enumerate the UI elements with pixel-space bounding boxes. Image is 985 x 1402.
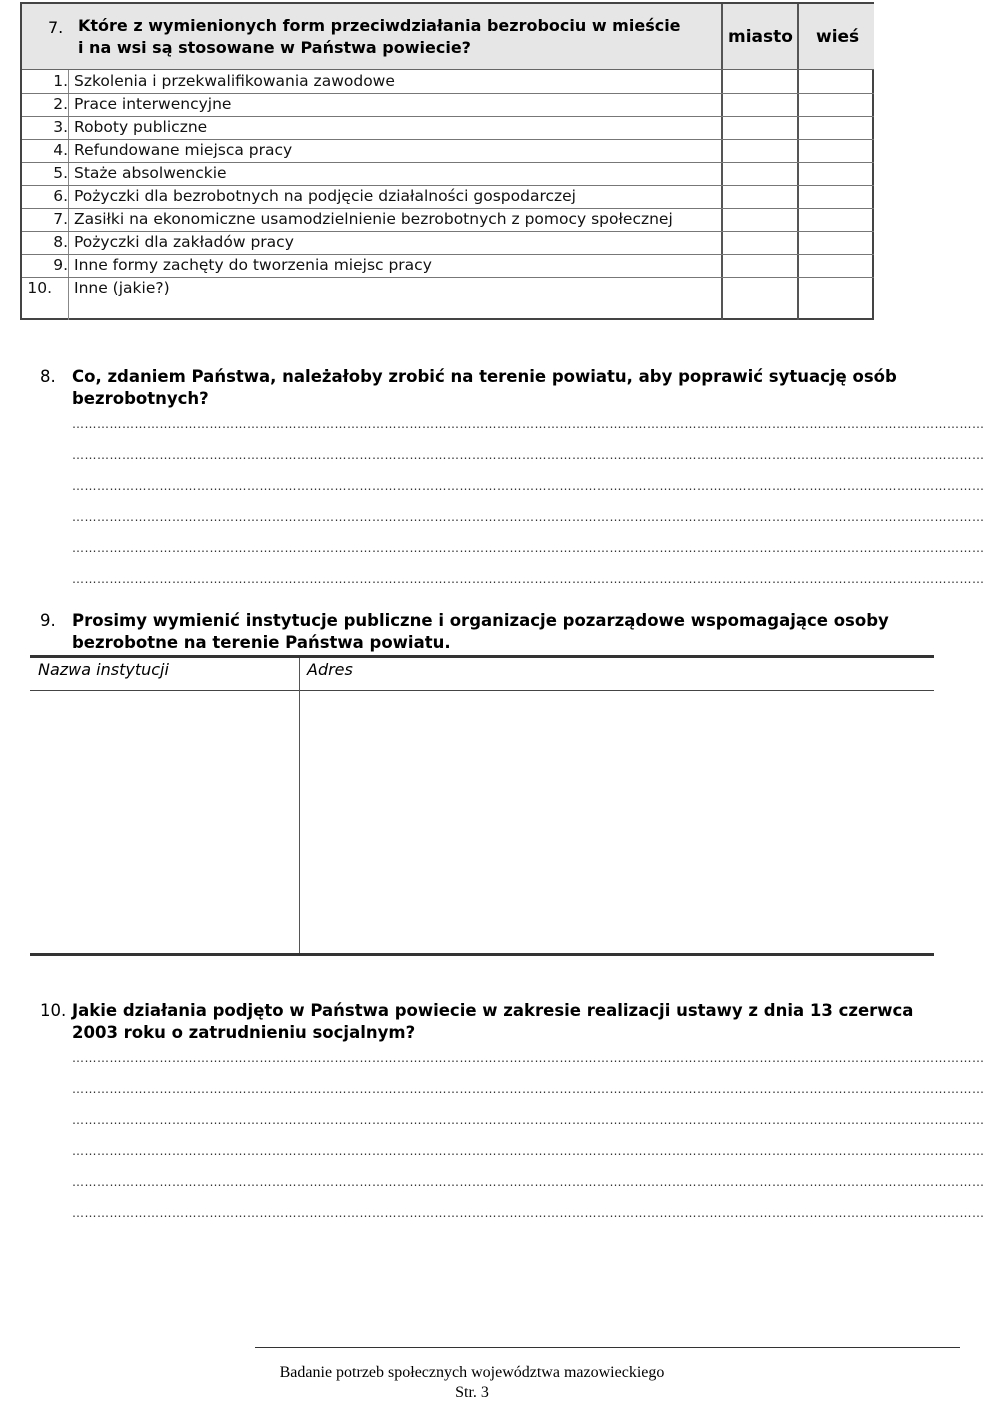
q7-number: 7. [48,18,64,37]
answer-line[interactable]: ………………………………………………………………………………………………………………………………………………………………………………………………… [72,1051,985,1065]
q7-title-line2: i na wsi są stosowane w Państwa powiecie? [78,38,471,57]
institution-name-cell[interactable] [30,692,298,952]
table-top-border [30,655,934,658]
item-label: Prace interwencyjne [74,95,232,113]
item-label: Inne (jakie?) [74,279,170,297]
table-header-divider [30,690,934,691]
num-col-divider [68,69,69,320]
q7-table [20,2,874,320]
q10-question [40,1000,940,1044]
item-label: Refundowane miejsca pracy [74,141,293,159]
item-number: 3. [53,118,68,136]
item-number: 1. [53,72,68,90]
institution-address-cell[interactable] [301,692,933,952]
item-label: Staże absolwenckie [74,164,227,182]
answer-line[interactable]: ………………………………………………………………………………………………………………………………………………………………………………………………… [72,541,985,555]
item-number: 7. [53,210,68,228]
item-label: Pożyczki dla zakładów pracy [74,233,294,251]
city-column-header: miasto [728,27,793,47]
item-number: 4. [53,141,68,159]
answer-line[interactable]: ………………………………………………………………………………………………………………………………………………………………………………………………… [72,448,985,462]
footer-divider [255,1347,960,1348]
q10-line1: Jakie działania podjęto w Państwa powiecie w zakresie realizacji ustawy z dnia 13 czerwca [72,1001,914,1020]
institution-address-header: Adres [307,660,353,679]
item-label: Roboty publiczne [74,118,208,136]
answer-line[interactable]: ………………………………………………………………………………………………………………………………………………………………………………………………… [72,1082,985,1096]
q9-number: 9. [40,611,56,630]
page-number: Str. 3 [455,1384,489,1401]
item-label: Szkolenia i przekwalifikowania zawodowe [74,72,395,90]
answer-line[interactable]: ………………………………………………………………………………………………………………………………………………………………………………………………… [72,510,985,524]
answer-line[interactable]: ………………………………………………………………………………………………………………………………………………………………………………………………… [72,1144,985,1158]
q8-question [40,366,940,410]
village-column-header: wieś [816,27,860,47]
table-column-divider [299,658,300,954]
answer-line[interactable]: ………………………………………………………………………………………………………………………………………………………………………………………………… [72,1113,985,1127]
answer-line[interactable]: ………………………………………………………………………………………………………………………………………………………………………………………………… [72,417,985,431]
answer-line[interactable]: ………………………………………………………………………………………………………………………………………………………………………………………………… [72,572,985,586]
q9-line2: bezrobotne na terenie Państwa powiatu. [72,633,451,652]
q8-number: 8. [40,367,56,386]
q10-number: 10. [40,1001,67,1020]
item-number: 5. [53,164,68,182]
item-label: Inne formy zachęty do tworzenia miejsc pracy [74,256,432,274]
answer-line[interactable]: ………………………………………………………………………………………………………………………………………………………………………………………………… [72,1206,985,1220]
q10-line2: 2003 roku o zatrudnieniu socjalnym? [72,1023,416,1042]
q9-line1: Prosimy wymienić instytucje publiczne i organizacje pozarządowe wspomagające osoby [72,611,889,630]
item-number: 8. [53,233,68,251]
table-bottom-border [30,953,934,956]
answer-line[interactable]: ………………………………………………………………………………………………………………………………………………………………………………………………… [72,1175,985,1189]
item-number: 6. [53,187,68,205]
institutions-table [30,655,934,957]
q8-line2: bezrobotnych? [72,389,209,408]
footer-title: Badanie potrzeb społecznych województwa mazowieckiego [279,1364,665,1381]
answer-line[interactable]: ………………………………………………………………………………………………………………………………………………………………………………………………… [72,479,985,493]
item-number: 9. [53,256,68,274]
q9-question [40,610,940,654]
item-label: Zasiłki na ekonomiczne usamodzielnienie bezrobotnych z pomocy społecznej [74,210,673,228]
item-number: 10. [27,279,52,297]
q7-title-line1: Które z wymienionych form przeciwdziałania bezrobociu w mieście [78,16,681,35]
q8-line1: Co, zdaniem Państwa, należałoby zrobić na terenie powiatu, aby poprawić sytuację osób [72,367,897,386]
item-number: 2. [53,95,68,113]
item-label: Pożyczki dla bezrobotnych na podjęcie działalności gospodarczej [74,187,576,205]
institution-name-header: Nazwa instytucji [38,660,169,679]
